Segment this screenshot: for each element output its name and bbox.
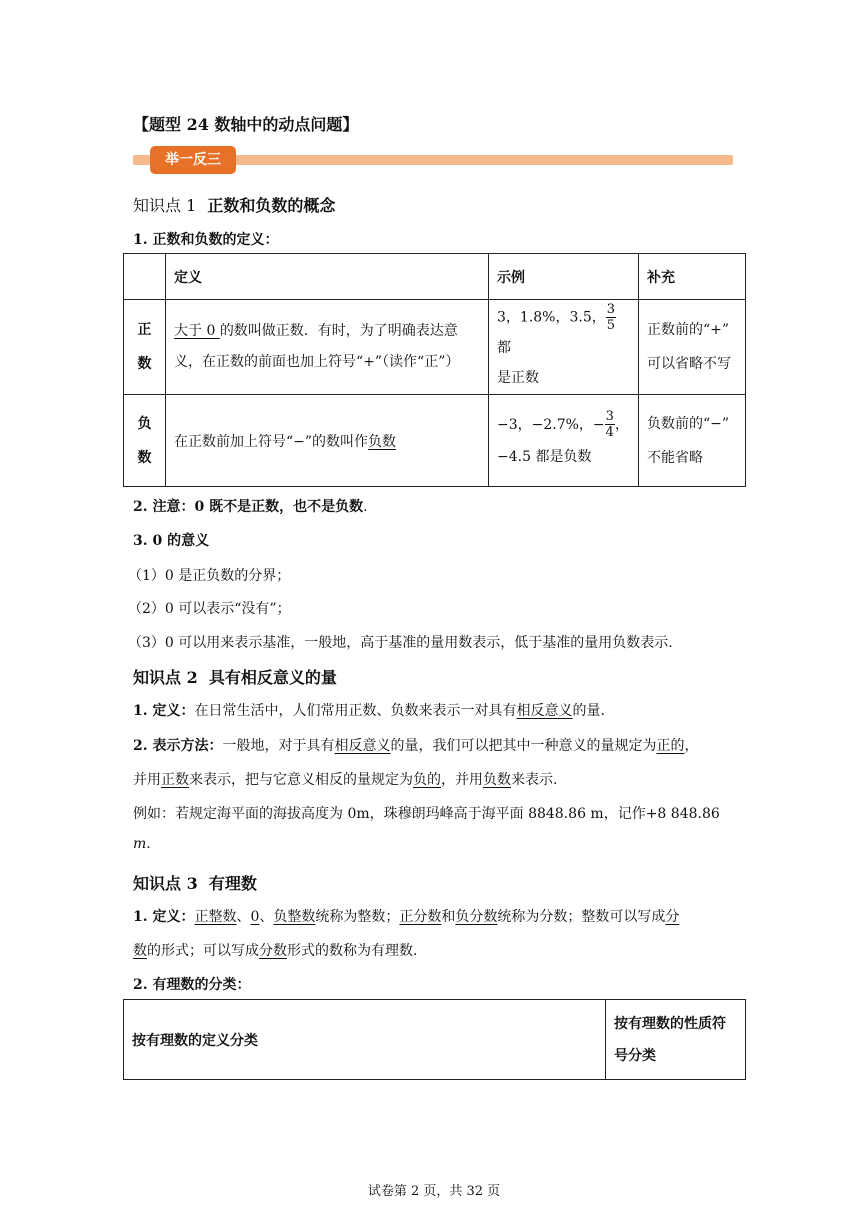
kp2-method-line1: 2. 表示方法：一般地，对于具有相反意义的量，我们可以把其中一种意义的量规定为正的， [133, 738, 699, 754]
fraction: $\frac{3}{5}$ [606, 301, 616, 333]
classification-table [123, 999, 746, 1080]
kp1-name: 正数和负数的概念 [207, 196, 336, 215]
fraction: $\frac{3}{4}$ [605, 409, 614, 440]
table-row [124, 300, 746, 395]
row-name: 负 数 [124, 395, 166, 487]
kp1-sub3: 3. 0 的意义 [133, 533, 210, 549]
kp2-method-line2: 并用正数来表示，把与它意义相反的量规定为负的，并用负数来表示. [133, 772, 558, 788]
table-header-row [124, 254, 746, 300]
classify-by-definition: 按有理数的定义分类 [124, 1000, 606, 1080]
kp1-sub1: 1. 正数和负数的定义： [133, 232, 279, 248]
kp3-definition-line1: 1. 定义：正整数、0、负整数统称为整数；正分数和负分数统称为分数；整数可以写成分 [133, 909, 680, 925]
table-head-def: 定义 [166, 254, 489, 300]
row-definition: 在正数前加上符号“−”的数叫作负数 [166, 395, 489, 487]
table-row [124, 1000, 746, 1080]
kp3-sub2: 2. 有理数的分类： [133, 977, 251, 993]
pos-neg-table [123, 253, 746, 487]
table-head-example: 示例 [489, 254, 639, 300]
section-title: 【题型 24 数轴中的动点问题】 [133, 115, 359, 134]
kp2-example-line1: 例如：若规定海平面的海拔高度为 0m，珠穆朗玛峰高于海平面 8848.86 m，记作+8 848.86 [133, 806, 720, 822]
row-supplement: 负数前的“−” 不能省略 [639, 395, 746, 487]
kp3-definition-line2: 数的形式；可以写成分数形式的数称为有理数. [133, 943, 418, 959]
kp1-point1: （1）0 是正负数的分界； [128, 568, 291, 584]
table-row [124, 395, 746, 487]
row-example: −3，−2.7%，− $\frac{3}{4}$ ， −4.5 都是负数 [489, 395, 639, 487]
row-supplement: 正数前的“+” 可以省略不写 [639, 300, 746, 395]
row-name: 正 数 [124, 300, 166, 395]
kp2-example-line2: m. [133, 836, 151, 852]
kp1-point2: （2）0 可以表示“没有”； [128, 601, 291, 617]
kp2-definition: 1. 定义：在日常生活中，人们常用正数、负数来表示一对具有相反意义的量. [133, 703, 605, 719]
page-footer: 试卷第 2 页，共 32 页 [367, 1184, 501, 1199]
banner-label: 举一反三 [150, 146, 236, 174]
row-definition: 大于 0 的数叫做正数．有时，为了明确表达意 义，在正数的前面也加上符号“+”（读作“正”） [166, 300, 489, 395]
kp1-point3: （3）0 可以用来表示基准，一般地，高于基准的量用数表示，低于基准的量用负数表示. [128, 635, 673, 651]
kp3-heading: 知识点 3 有理数 [133, 874, 257, 893]
table-head-supplement: 补充 [639, 254, 746, 300]
kp1-heading [133, 193, 335, 216]
row-example: 3，1.8%，3.5， $\frac{3}{5}$ 都 是正数 [489, 300, 639, 395]
kp1-label: 知识点 1 [133, 196, 197, 215]
classify-by-sign: 按有理数的性质符 号分类 [606, 1000, 746, 1080]
kp1-sub2: 2. 注意：0 既不是正数，也不是负数. [133, 499, 368, 515]
kp2-heading: 知识点 2 具有相反意义的量 [133, 668, 337, 687]
